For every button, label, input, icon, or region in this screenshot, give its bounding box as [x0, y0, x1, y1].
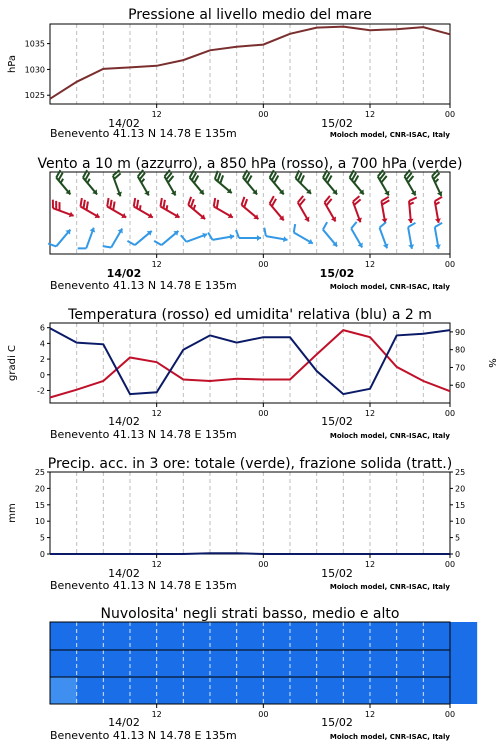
- humidity-series-line: [50, 328, 450, 394]
- pressure-title: Pressione al livello medio del mare: [128, 7, 372, 23]
- wind-700-barb: [265, 170, 289, 196]
- humidity-ylabel: %: [486, 358, 497, 368]
- wind-700-barb: [374, 170, 396, 197]
- precip-ytick-label: 5: [39, 533, 45, 543]
- precip-ytick-label: 10: [34, 517, 45, 527]
- cloud-cell-alto: [130, 622, 157, 650]
- wind-date-2: 15/02: [319, 267, 355, 280]
- cloud-cell-alto: [343, 622, 370, 650]
- cloud-cell-alto: [50, 622, 77, 650]
- wind-10m-barb: [154, 225, 180, 249]
- pressure-xtick-label: 12: [151, 110, 162, 119]
- wind-10m-barb: [347, 222, 369, 249]
- wind-850-barb: [130, 198, 157, 220]
- cloud-cell-basso: [263, 677, 290, 704]
- pressure-frame: [50, 24, 450, 104]
- wind-10m-barb: [376, 222, 395, 249]
- cloud-credit: Moloch model, CNR-ISAC, Italy: [329, 733, 450, 741]
- precip-ytick-label: 15: [34, 500, 45, 510]
- cloud-date-2: 15/02: [321, 716, 353, 729]
- humidity-ytick-label: 90: [455, 327, 466, 337]
- pressure-ytick-label: 1030: [24, 65, 45, 75]
- temperature-ytick-label: -2: [37, 386, 45, 396]
- cloud-cell-medio: [210, 650, 237, 677]
- precip-date-1: 14/02: [108, 567, 140, 580]
- cloud-cell-alto: [290, 622, 317, 650]
- cloud-cell-medio: [157, 650, 184, 677]
- precip-xtick-label: 12: [364, 560, 376, 569]
- cloud-cell-basso: [317, 677, 344, 704]
- cloud-cell-alto: [450, 622, 477, 650]
- cloud-cell-basso: [423, 677, 450, 704]
- temperature-ytick-label: 2: [39, 355, 45, 365]
- cloud-cell-alto: [370, 622, 397, 650]
- temperature-panel: [7, 307, 497, 441]
- cloud-cell-alto: [317, 622, 344, 650]
- cloud-cell-basso: [397, 677, 424, 704]
- wind-700-barb: [400, 170, 422, 197]
- temperature-ytick-label: 0: [39, 370, 45, 380]
- cloud-cell-alto: [423, 622, 450, 650]
- pressure-ylabel: hPa: [7, 54, 18, 74]
- precip-ytick-label: 10: [455, 517, 466, 527]
- wind-credit: Moloch model, CNR-ISAC, Italy: [329, 283, 450, 291]
- cloud-cell-medio: [397, 650, 424, 677]
- cloud-cell-medio: [370, 650, 397, 677]
- precip-credit: Moloch model, CNR-ISAC, Italy: [329, 583, 450, 591]
- wind-850-barb: [184, 197, 210, 221]
- cloud-cell-basso: [237, 677, 264, 704]
- cloud-cell-alto: [263, 622, 290, 650]
- pressure-ytick-label: 1035: [24, 39, 45, 49]
- wind-10m-barb: [319, 222, 343, 248]
- cloud-xtick-label: 12: [151, 710, 162, 719]
- precip-panel: [7, 456, 465, 592]
- cloud-xtick-label: 00: [258, 710, 269, 719]
- cloud-cell-medio: [237, 650, 264, 677]
- wind-700-barb: [109, 170, 128, 197]
- wind-10m-barb: [127, 225, 153, 249]
- precip-date-2: 15/02: [321, 567, 353, 580]
- wind-10m-barb: [208, 228, 235, 243]
- cloud-cell-medio: [183, 650, 210, 677]
- wind-station: Benevento 41.13 N 14.78 E 135m: [50, 279, 237, 292]
- wind-700-barb: [291, 170, 316, 195]
- wind-xtick-label: 00: [444, 260, 456, 269]
- temperature-credit: Moloch model, CNR-ISAC, Italy: [329, 432, 450, 440]
- cloud-cell-basso: [183, 677, 210, 704]
- wind-700-barb: [52, 170, 76, 196]
- cloud-cell-basso: [450, 677, 477, 704]
- precip-xtick-label: 00: [444, 560, 456, 569]
- wind-700-barb: [79, 170, 103, 196]
- wind-10m-barb: [431, 223, 446, 250]
- cloud-station: Benevento 41.13 N 14.78 E 135m: [50, 729, 237, 742]
- cloud-cell-basso: [343, 677, 370, 704]
- wind-700-barb: [160, 170, 182, 197]
- wind-panel: [37, 156, 462, 292]
- precip-ytick-label: 25: [34, 468, 45, 477]
- precip-station: Benevento 41.13 N 14.78 E 135m: [50, 579, 237, 592]
- cloud-cell-alto: [237, 622, 264, 650]
- temperature-ytick-label: 6: [39, 323, 45, 333]
- cloud-cell-alto: [103, 622, 130, 650]
- cloud-cell-medio: [50, 650, 77, 677]
- wind-850-barb: [265, 196, 289, 222]
- temperature-date-1: 14/02: [108, 415, 140, 428]
- temperature-xtick-label: 12: [151, 409, 162, 418]
- cloud-title: Nuvolosita' negli strati basso, medio e alto: [100, 606, 400, 622]
- cloud-panel: [50, 606, 477, 742]
- cloud-cell-basso: [77, 677, 104, 704]
- wind-850-barb: [210, 198, 237, 220]
- cloud-cell-medio: [290, 650, 317, 677]
- precip-ytick-label: 5: [455, 533, 461, 543]
- wind-850-barb: [349, 196, 368, 223]
- humidity-ytick-label: 70: [455, 363, 466, 373]
- cloud-cell-medio: [130, 650, 157, 677]
- wind-10m-barb: [262, 228, 289, 243]
- pressure-date-2: 15/02: [321, 117, 353, 130]
- precip-series-line: [50, 553, 450, 554]
- wind-700-barb: [345, 170, 369, 196]
- wind-10m-barb: [290, 224, 317, 246]
- humidity-ytick-label: 80: [455, 345, 466, 355]
- wind-10m-barb: [236, 230, 261, 241]
- precip-ytick-label: 0: [39, 550, 45, 559]
- wind-700-barb: [428, 170, 449, 197]
- wind-850-barb: [431, 197, 446, 224]
- precip-ytick-label: 25: [455, 468, 466, 477]
- precip-xtick-label: 12: [151, 560, 162, 569]
- cloud-cell-basso: [130, 677, 157, 704]
- wind-850-barb: [378, 197, 393, 224]
- wind-date-1: 14/02: [106, 267, 142, 280]
- wind-850-barb: [76, 198, 103, 220]
- cloud-cell-basso: [103, 677, 130, 704]
- precip-xtick-label: 00: [258, 560, 269, 569]
- wind-xtick-label: 12: [151, 260, 162, 269]
- wind-10m-barb: [103, 224, 125, 251]
- precip-ytick-label: 0: [455, 550, 461, 559]
- cloud-cell-basso: [50, 677, 77, 704]
- precip-frame: [50, 472, 450, 554]
- cloud-cell-basso: [210, 677, 237, 704]
- precip-ytick-label: 20: [34, 484, 45, 494]
- wind-700-barb: [239, 170, 263, 196]
- cloud-cell-medio: [343, 650, 370, 677]
- cloud-cell-medio: [423, 650, 450, 677]
- pressure-credit: Moloch model, CNR-ISAC, Italy: [329, 131, 450, 139]
- cloud-cell-alto: [183, 622, 210, 650]
- pressure-series-line: [50, 27, 450, 99]
- pressure-panel: [7, 7, 455, 140]
- wind-850-barb: [320, 196, 342, 223]
- temperature-frame: [50, 323, 450, 403]
- temperature-date-2: 15/02: [321, 415, 353, 428]
- wind-850-barb: [406, 197, 419, 223]
- cloud-cell-alto: [210, 622, 237, 650]
- precip-ytick-label: 15: [455, 500, 466, 510]
- precip-title: Precip. acc. in 3 ore: totale (verde), frazione solida (tratt.): [47, 456, 453, 472]
- precip-ytick-label: 20: [455, 484, 466, 494]
- cloud-xtick-label: 00: [444, 710, 456, 719]
- wind-xtick-label: 12: [364, 260, 376, 269]
- cloud-cell-medio: [450, 650, 477, 677]
- cloud-cell-basso: [290, 677, 317, 704]
- temperature-station: Benevento 41.13 N 14.78 E 135m: [50, 428, 237, 441]
- cloud-cell-medio: [103, 650, 130, 677]
- pressure-ytick-label: 1025: [24, 91, 45, 101]
- wind-700-barb: [319, 170, 343, 196]
- cloud-cell-medio: [263, 650, 290, 677]
- wind-10m-barb: [78, 225, 97, 252]
- cloud-cell-alto: [157, 622, 184, 650]
- wind-title: Vento a 10 m (azzurro), a 850 hPa (rosso), a 700 hPa (verde): [37, 156, 463, 172]
- wind-700-barb: [185, 170, 209, 196]
- cloud-cell-basso: [157, 677, 184, 704]
- wind-xtick-label: 00: [258, 260, 269, 269]
- wind-700-barb: [134, 170, 156, 197]
- wind-850-barb: [156, 198, 183, 220]
- humidity-ytick-label: 60: [455, 381, 466, 391]
- temperature-ytick-label: 4: [39, 339, 45, 349]
- wind-850-barb: [49, 200, 76, 219]
- pressure-station: Benevento 41.13 N 14.78 E 135m: [50, 127, 237, 140]
- cloud-cell-basso: [370, 677, 397, 704]
- wind-850-barb: [103, 198, 130, 220]
- temperature-xtick-label: 12: [364, 409, 376, 418]
- wind-10m-barb: [181, 227, 208, 246]
- wind-850-barb: [294, 196, 316, 223]
- cloud-xtick-label: 12: [364, 710, 376, 719]
- precip-ylabel: mm: [7, 503, 18, 523]
- temperature-xtick-label: 00: [444, 409, 456, 418]
- wind-700-barb: [211, 171, 237, 195]
- pressure-xtick-label: 12: [364, 110, 376, 119]
- temperature-ylabel: gradi C: [7, 345, 18, 381]
- temperature-xtick-label: 00: [258, 409, 269, 418]
- cloud-date-1: 14/02: [108, 716, 140, 729]
- wind-850-barb: [237, 197, 263, 221]
- cloud-cell-medio: [77, 650, 104, 677]
- temperature-title: Temperatura (rosso) ed umidita' relativa (blu) a 2 m: [68, 307, 432, 323]
- cloud-cell-medio: [317, 650, 344, 677]
- cloud-cell-alto: [397, 622, 424, 650]
- cloud-cell-alto: [77, 622, 104, 650]
- wind-10m-barb: [405, 223, 420, 250]
- wind-10m-barb: [48, 224, 72, 250]
- pressure-xtick-label: 00: [258, 110, 269, 119]
- pressure-xtick-label: 00: [444, 110, 456, 119]
- pressure-date-1: 14/02: [108, 117, 140, 130]
